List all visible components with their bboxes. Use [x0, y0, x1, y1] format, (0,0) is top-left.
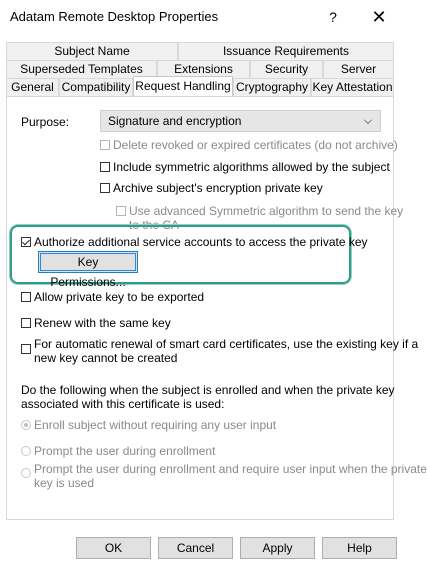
smart-card-label-1: For automatic renewal of smart card certificates, use the existing key if a — [34, 337, 419, 351]
tab-server[interactable]: Server — [323, 60, 394, 78]
enroll-without-input-label: Enroll subject without requiring any user input — [34, 418, 277, 432]
prompt-require-input-label-1: Prompt the user during enrollment and require user input when the private — [34, 462, 427, 476]
renew-same-key-checkbox[interactable] — [21, 318, 31, 328]
renew-same-key-label: Renew with the same key — [34, 316, 171, 330]
allow-export-label: Allow private key to be exported — [34, 290, 205, 304]
advanced-symmetric-label-1: Use advanced Symmetric algorithm to send the key — [129, 204, 404, 218]
enroll-without-input-radio[interactable] — [21, 420, 31, 430]
prompt-user-radio[interactable] — [21, 446, 31, 456]
ok-button[interactable]: OK — [76, 537, 151, 559]
window-title: Adatam Remote Desktop Properties — [10, 9, 219, 24]
tab-extensions[interactable]: Extensions — [157, 60, 250, 78]
archive-key-checkbox[interactable] — [100, 183, 110, 193]
enroll-question-2: associated with this certificate is used: — [21, 397, 225, 411]
cancel-button[interactable]: Cancel — [158, 537, 233, 559]
tab-request-handling[interactable]: Request Handling — [133, 76, 233, 96]
authorize-accounts-label: Authorize additional service accounts to access the private key — [34, 235, 368, 249]
key-permissions-button[interactable]: Key Permissions... — [38, 251, 138, 273]
tab-row-3 — [6, 78, 394, 96]
help-button[interactable]: Help — [322, 537, 397, 559]
tab-superseded-templates[interactable]: Superseded Templates — [6, 60, 157, 78]
prompt-user-label: Prompt the user during enrollment — [34, 444, 216, 458]
enroll-question-1: Do the following when the subject is enrolled and when the private key — [21, 383, 395, 397]
tab-security[interactable]: Security — [250, 60, 323, 78]
title-bar — [0, 0, 400, 34]
purpose-value: Signature and encryption — [108, 114, 242, 128]
tab-cryptography[interactable]: Cryptography — [233, 78, 311, 96]
archive-key-label: Archive subject's encryption private key — [113, 181, 323, 195]
smart-card-label-2: new key cannot be created — [34, 351, 178, 365]
prompt-require-input-radio[interactable] — [21, 468, 31, 478]
advanced-symmetric-checkbox[interactable] — [116, 206, 126, 216]
apply-button[interactable]: Apply — [240, 537, 315, 559]
purpose-select[interactable] — [100, 110, 381, 132]
help-icon[interactable]: ? — [329, 9, 337, 25]
delete-revoked-label: Delete revoked or expired certificates (do not archive) — [113, 138, 398, 152]
purpose-label: Purpose: — [21, 115, 70, 129]
tab-issuance-requirements[interactable]: Issuance Requirements — [178, 42, 394, 60]
tab-key-attestation[interactable]: Key Attestation — [312, 80, 393, 94]
include-symmetric-label: Include symmetric algorithms allowed by the subject — [113, 160, 390, 174]
authorize-accounts-checkbox[interactable] — [21, 237, 31, 247]
delete-revoked-checkbox[interactable] — [100, 140, 110, 150]
close-icon[interactable]: ✕ — [371, 7, 387, 27]
tab-row-1 — [6, 42, 394, 60]
advanced-symmetric-label-2 — [129, 218, 179, 224]
allow-export-checkbox[interactable] — [21, 292, 31, 302]
tab-subject-name[interactable]: Subject Name — [6, 42, 178, 60]
prompt-require-input-label-2: key is used — [34, 476, 95, 490]
chevron-down-icon — [364, 116, 372, 124]
smart-card-checkbox[interactable] — [21, 344, 31, 354]
tab-general[interactable]: General — [6, 78, 59, 96]
tab-compatibility[interactable]: Compatibility — [59, 78, 133, 96]
include-symmetric-checkbox[interactable] — [100, 162, 110, 172]
